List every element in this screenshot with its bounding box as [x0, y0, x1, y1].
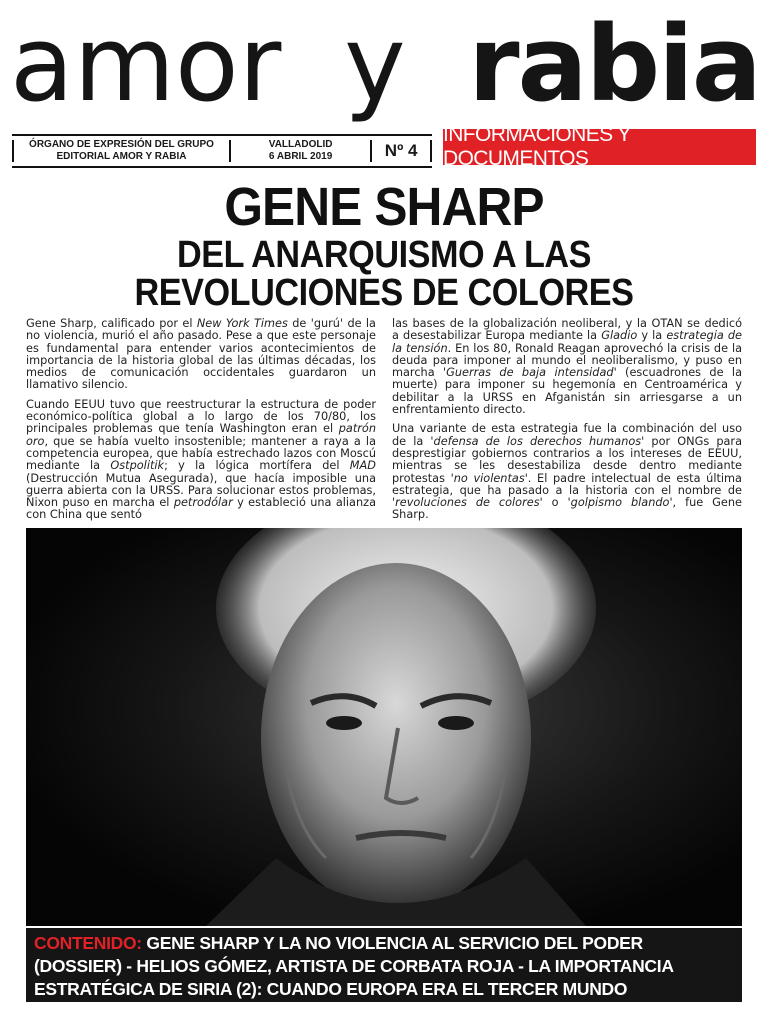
masthead-word-rabia: rabia — [468, 3, 760, 125]
article-column-left — [26, 318, 376, 524]
headline — [0, 178, 768, 312]
masthead-word-y: y — [344, 3, 406, 125]
headline-subtitle-2: REVOLUCIONES DE COLORES — [134, 272, 634, 314]
place-date — [229, 140, 370, 162]
portrait-illustration — [26, 528, 742, 926]
article-body — [26, 318, 742, 524]
contents-label: CONTENIDO: — [34, 933, 142, 953]
issue-number: Nº 4 — [370, 140, 432, 162]
left-eye — [326, 716, 362, 730]
paragraph-2: Cuando EEUU tuvo que reestructurar la estructura de poder económico-política global a lo largo de los 70/80, los principales problemas que tenía Washington eran el patrón oro, que se había vuelto insostenible; mantener a raya a la competencia europea, que había estrechado lazos con Moscú mediante la Ostpolitik; y la lógica mortífera del MAD (Destrucción Mutua Asegurada), que hacía imposible una guerra abierta con la URSS. Para solucionar estos problemas, Nixon puso en marcha el petrodólar y estableció una alianza con China que sentó — [26, 397, 376, 522]
publisher-info — [12, 140, 229, 162]
paragraph-4: Una variante de esta estrategia fue la combinación del uso de la 'defensa de los derechos humanos' por ONGs para desprestigiar gobiernos contrarios a los intereses de EEUU, mientras se les desestabiliza desde dentro mediante protestas 'no violentas'. El padre intelectual de esta última estrategia, que ha pasado a la historia con el nombre de 'revoluciones de colores' o 'golpismo blando', fue Gene Sharp. — [392, 422, 742, 522]
right-eye — [438, 716, 474, 730]
publisher-line-1: ÓRGANO DE EXPRESIÓN DEL GRUPO — [29, 138, 214, 150]
portrait-photo — [26, 528, 742, 926]
issue-date: 6 ABRIL 2019 — [268, 151, 333, 162]
headline-subtitle-1: DEL ANARQUISMO A LAS — [176, 234, 592, 276]
headline-title: GENE SHARP — [224, 177, 544, 237]
masthead-info-bar — [12, 134, 432, 168]
masthead-title — [10, 0, 760, 128]
contents-box — [26, 928, 742, 1002]
city: VALLADOLID — [268, 138, 333, 150]
contents-text: GENE SHARP Y LA NO VIOLENCIA AL SERVICIO DEL PODER (DOSSIER) - HELIOS GÓMEZ, ARTISTA DE CORBATA ROJA - LA IMPORTANCIA ESTRATÉGICA DE SIRIA (2): CUANDO EUROPA ERA EL TERCER MUNDO — [34, 933, 674, 999]
article-column-right — [392, 318, 742, 524]
paragraph-3: las bases de la globalización neoliberal, y la OTAN se dedicó a desestabilizar Europa mediante la Gladio y la estrategia de la tensión. En los 80, Ronald Reagan aprovechó la crisis de la deuda para imponer al mundo el neoliberalismo, y puso en marcha 'Guerras de baja intensidad' (escuadrones de la muerte) para imponer su hegemonía en Centroamérica y debilitar a la URSS en Afganistán sin arriesgarse a un enfrentamiento directo. — [392, 317, 743, 417]
publisher-line-2: EDITORIAL AMOR Y RABIA — [56, 151, 187, 162]
section-label: INFORMACIONES Y DOCUMENTOS — [443, 123, 631, 170]
paragraph-1: Gene Sharp, calificado por el New York Times de 'gurú' de la no violencia, murió el año pasado. Pese a que este personaje es fundamental para entender varios acontecimientos de importancia de la historia global de las últimas décadas, los medios de comunicación occidentales guardaron un llamativo silencio. — [26, 317, 376, 392]
masthead-word-amor: amor — [10, 3, 282, 125]
section-label-box — [443, 123, 756, 170]
